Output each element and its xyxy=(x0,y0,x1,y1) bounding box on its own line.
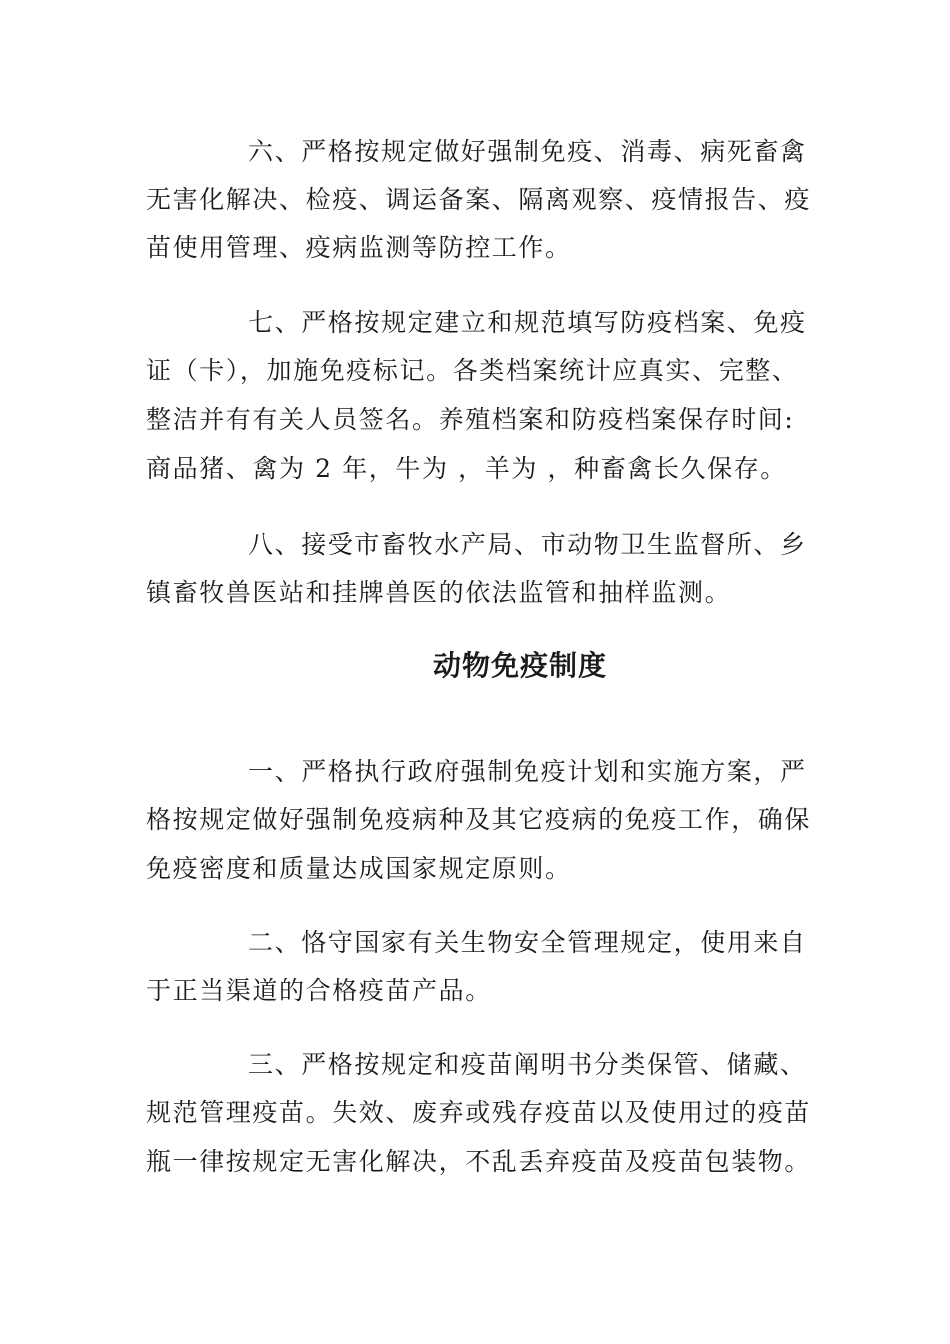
section-title: 动物免疫制度 xyxy=(432,649,607,682)
text-line: 证（卡），加施免疫标记。各类档案统计应真实、完整、 xyxy=(146,356,799,385)
text-line: 二、恪守国家有关生物安全管理规定，使用来自 xyxy=(248,928,807,957)
text-line: 镇畜牧兽医站和挂牌兽医的依法监管和抽样监测。 xyxy=(146,578,732,607)
text-line: 八、接受市畜牧水产局、市动物卫生监督所、乡 xyxy=(248,530,807,559)
text-line: 无害化解决、检疫、调运备案、隔离观察、疫情报告、疫 xyxy=(146,185,812,214)
text-line: 商品猪、禽为 2 年，牛为 ，羊为 ，种畜禽长久保存。 xyxy=(146,454,787,483)
text-line: 苗使用管理、疫病监测等防控工作。 xyxy=(146,233,572,262)
text-line: 格按规定做好强制免疫病种及其它疫病的免疫工作，确保 xyxy=(146,805,812,834)
text-line: 七、严格按规定建立和规范填写防疫档案、免疫 xyxy=(248,308,807,337)
text-line: 六、严格按规定做好强制免疫、消毒、病死畜禽 xyxy=(248,137,807,166)
text-line: 三、严格按规定和疫苗阐明书分类保管、储藏、 xyxy=(248,1050,807,1079)
text-line: 一、严格执行政府强制免疫计划和实施方案，严 xyxy=(248,757,807,786)
text-line: 免疫密度和质量达成国家规定原则。 xyxy=(146,854,572,883)
text-line: 瓶一律按规定无害化解决，不乱丢弃疫苗及疫苗包装物。 xyxy=(146,1147,812,1176)
text-line: 于正当渠道的合格疫苗产品。 xyxy=(146,976,492,1005)
text-line: 整洁并有有关人员签名。养殖档案和防疫档案保存时间: xyxy=(146,405,795,434)
text-line: 规范管理疫苗。失效、废弃或残存疫苗以及使用过的疫苗 xyxy=(146,1098,812,1127)
